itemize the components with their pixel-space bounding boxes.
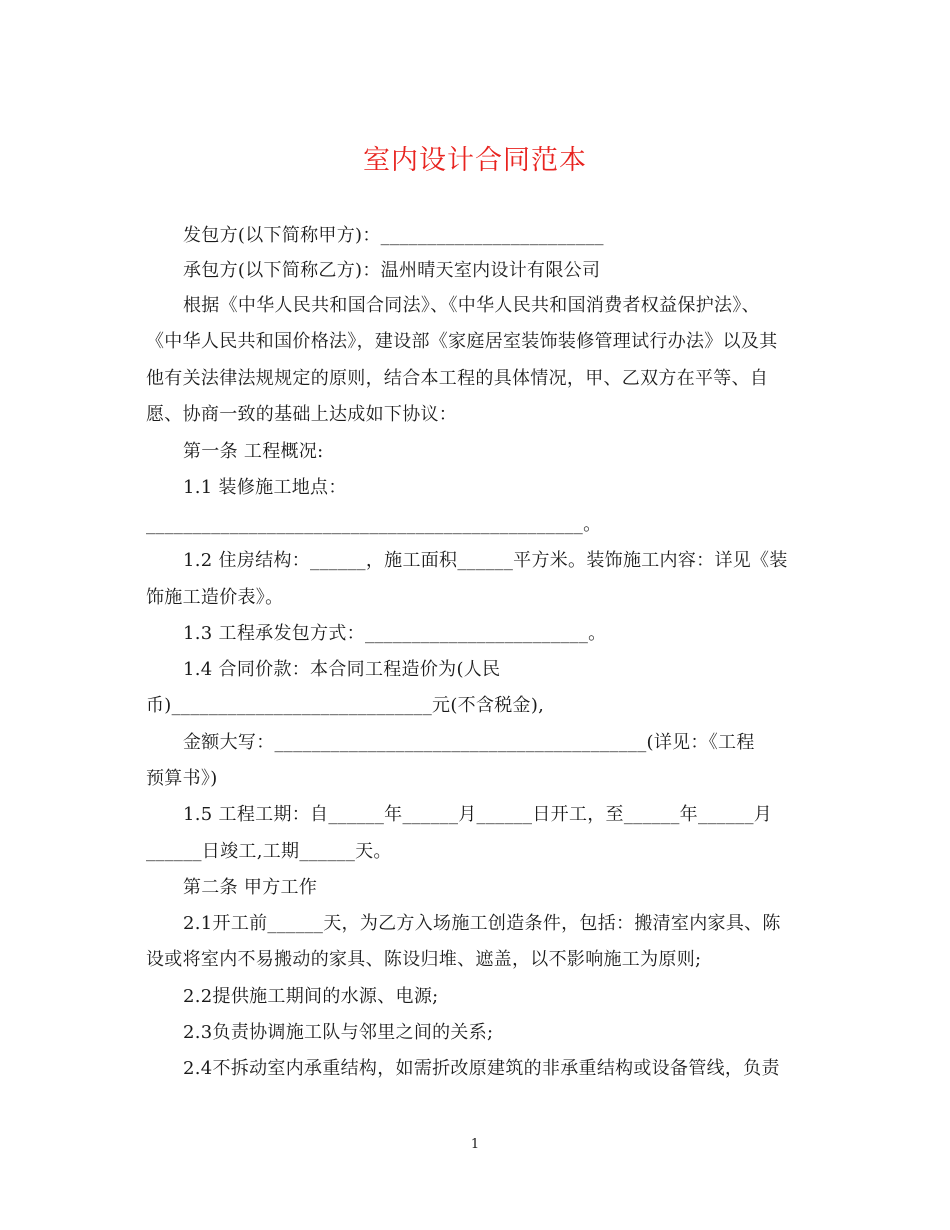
clause-2-1-line-1: 2.1开工前______天，为乙方入场施工创造条件，包括：搬清室内家具、陈	[183, 913, 781, 934]
clause-1-5-line-2: ______日竣工,工期______天。	[146, 841, 392, 862]
clause-1-1-line-2: _______________________________________________。	[146, 514, 602, 535]
preamble-line-2: 《中华人民共和国价格法》，建设部《家庭居室装饰装修管理试行办法》以及其	[146, 331, 778, 352]
clause-2-2: 2.2提供施工期间的水源、电源;	[183, 986, 439, 1007]
clause-1-4-line-3: 金额大写：________________________________________(详见：《工程	[183, 732, 755, 753]
party-b-line: 承包方(以下简称乙方)：温州晴天室内设计有限公司	[183, 260, 601, 281]
clause-1-3: 1.3 工程承发包方式：________________________。	[183, 623, 607, 644]
clause-1-2-line-2: 饰施工造价表》。	[146, 587, 284, 608]
clause-1-4-line-2: 币)____________________________元(不含税金),	[146, 695, 545, 716]
preamble-line-4: 愿、协商一致的基础上达成如下协议：	[146, 404, 458, 425]
clause-1-5-line-1: 1.5 工程工期：自______年______月______日开工，至______年______月	[183, 804, 773, 825]
page-number: 1	[470, 1137, 480, 1152]
clause-2-3: 2.3负责协调施工队与邻里之间的关系;	[183, 1022, 494, 1043]
clause-2-4-line-1: 2.4不拆动室内承重结构，如需折改原建筑的非承重结构或设备管线，负责	[183, 1058, 780, 1079]
clause-1-4-line-1: 1.4 合同价款：本合同工程造价为(人民	[183, 659, 501, 680]
preamble-line-3: 他有关法律法规规定的原则，结合本工程的具体情况，甲、乙双方在平等、自	[146, 368, 769, 389]
clause-1-4-line-4: 预算书》)	[146, 768, 218, 789]
preamble-line-1: 根据《中华人民共和国合同法》、《中华人民共和国消费者权益保护法》、	[183, 295, 760, 316]
clause-1-2-line-1: 1.2 住房结构：______，施工面积______平方米。装饰施工内容：详见《装	[183, 550, 788, 571]
article-2-heading: 第二条 甲方工作	[183, 877, 318, 898]
clause-2-1-line-2: 设或将室内不易搬动的家具、陈设归堆、遮盖，以不影响施工为原则;	[146, 949, 702, 970]
article-1-heading: 第一条 工程概况:	[183, 441, 324, 462]
document-title: 室内设计合同范本	[363, 145, 587, 176]
party-a-line: 发包方(以下简称甲方)：________________________	[183, 225, 604, 246]
clause-1-1-line-1: 1.1 装修施工地点：	[183, 477, 347, 498]
